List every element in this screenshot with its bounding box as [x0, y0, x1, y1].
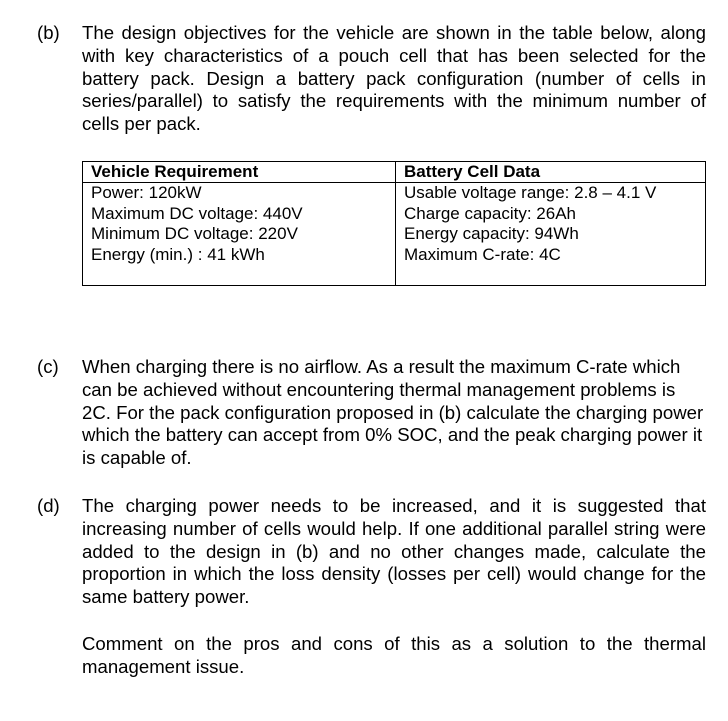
vehicle-requirement-column: [83, 162, 396, 285]
vehicle-requirement-cell: Energy (min.) : 41 kWh: [91, 244, 265, 264]
vehicle-requirement-cell: Power: 120kW: [91, 183, 202, 202]
question-d-text: The charging power needs to be increased, and it is suggested that increasing number of cells would help. If one additional parallel string were added to the design in (b) and no other changes made, calculate the proportion in which the loss density (losses per cell) would change for the same battery power.: [82, 495, 706, 608]
requirements-table: [82, 161, 706, 286]
battery-cell-data-cell: Charge capacity: 26Ah: [404, 203, 576, 223]
question-d-label: (d): [37, 495, 60, 516]
battery-cell-data-cell: Usable voltage range: 2.8 – 4.1 V: [404, 183, 657, 202]
battery-cell-data-cell: Energy capacity: 94Wh: [404, 224, 579, 243]
vehicle-requirement-cell: Minimum DC voltage: 220V: [91, 224, 298, 243]
question-b-label: (b): [37, 22, 60, 43]
vehicle-requirement-cell: Maximum DC voltage: 440V: [91, 203, 303, 223]
battery-cell-data-cell: Maximum C-rate: 4C: [404, 244, 561, 264]
question-d-comment-text: Comment on the pros and cons of this as a solution to the thermal management issue.: [82, 633, 706, 677]
question-b-text: The design objectives for the vehicle are shown in the table below, along with key characteristics of a pouch cell that has been selected for the battery pack. Design a battery pack configuration (number of cells in series/parallel) to satisfy the requirements with the minimum number of cells per pack.: [82, 22, 706, 135]
battery-cell-data-header: Battery Cell Data: [396, 162, 705, 183]
question-c-text: When charging there is no airflow. As a result the maximum C-rate which can be achieved without encountering thermal management problems is 2C. For the pack configuration proposed in (b) calculate the charging power which the battery can accept from 0% SOC, and the peak charging power it is capable of.: [82, 356, 704, 469]
vehicle-requirement-header: Vehicle Requirement: [83, 162, 395, 183]
battery-cell-data-column: [396, 162, 705, 285]
question-c-label: (c): [37, 356, 59, 377]
